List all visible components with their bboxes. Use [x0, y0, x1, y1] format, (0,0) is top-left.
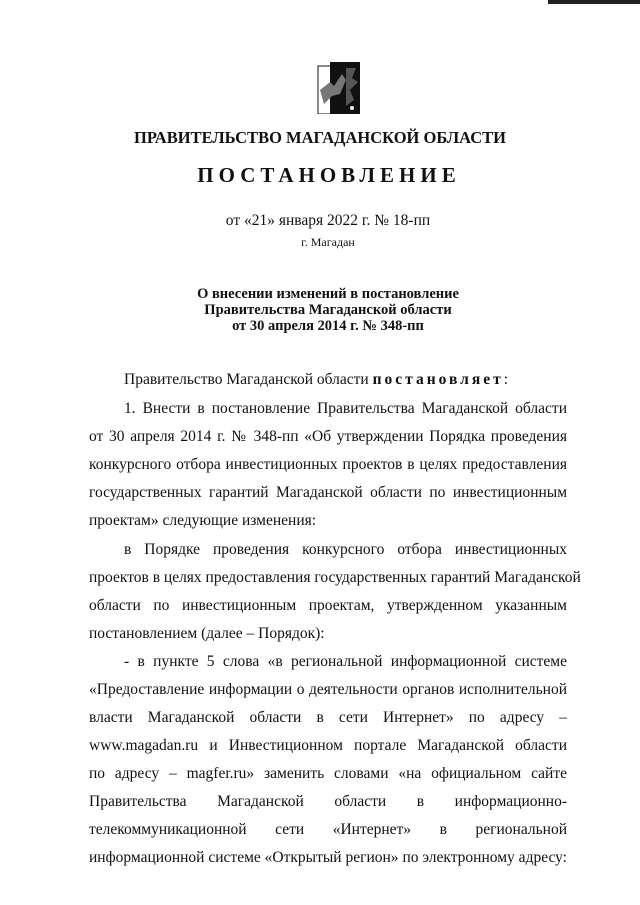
government-heading: ПРАВИТЕЛЬСТВО МАГАДАНСКОЙ ОБЛАСТИ: [134, 128, 506, 147]
body-line: проектам» следующие изменения:: [89, 512, 317, 529]
body-line: постановлением (далее – Порядок):: [89, 625, 325, 642]
preamble: [124, 368, 567, 392]
body-line: 1. Внести в постановление Правительства Магаданской области: [124, 400, 567, 417]
body-line: области по инвестиционным проектам, утвержденном указанным: [89, 597, 567, 614]
city: г. Магадан: [301, 235, 355, 249]
body-line: информационной системе «Открытый регион» по электронному адресу:: [89, 849, 567, 866]
title-line: Правительства Магаданской области: [204, 302, 452, 318]
document-title: [0, 286, 640, 334]
coat-of-arms-icon: [316, 60, 362, 114]
body-line: www.magadan.ru и Инвестиционном портале Магаданской области: [89, 737, 567, 754]
body-line: Правительства Магаданской области в информационно-: [89, 793, 567, 810]
body-line: - в пункте 5 слова «в региональной информационной системе: [124, 653, 567, 670]
date-number: от «21» января 2022 г. № 18-пп: [225, 212, 431, 229]
body-line: по адресу – magfer.ru» заменить словами «на официальном сайте: [89, 765, 567, 782]
body-line: конкурсного отбора инвестиционных проектов в целях предоставления: [89, 456, 567, 473]
preamble-emphasis: постановляет: [372, 371, 504, 388]
scan-edge-mark: [548, 0, 640, 4]
body-line: в Порядке проведения конкурсного отбора инвестиционных: [124, 541, 567, 558]
body-line: власти Магаданской области в сети Интернет» по адресу –: [89, 709, 567, 726]
title-line: от 30 апреля 2014 г. № 348-пп: [232, 318, 424, 334]
body-line: телекоммуникационной сети «Интернет» в региональной: [89, 821, 567, 838]
document-type: ПОСТАНОВЛЕНИЕ: [197, 163, 461, 187]
preamble-text: Правительство Магаданской области: [124, 371, 373, 388]
body-line: «Предоставление информации о деятельности органов исполнительной: [89, 681, 567, 698]
body-line: проектов в целях предоставления государственных гарантий Магаданской: [89, 569, 581, 586]
title-line: О внесении изменений в постановление: [197, 286, 459, 302]
preamble-tail: :: [503, 371, 509, 388]
body-line: государственных гарантий Магаданской области по инвестиционным: [89, 484, 567, 501]
body-line: от 30 апреля 2014 г. № 348-пп «Об утверждении Порядка проведения: [89, 428, 567, 445]
